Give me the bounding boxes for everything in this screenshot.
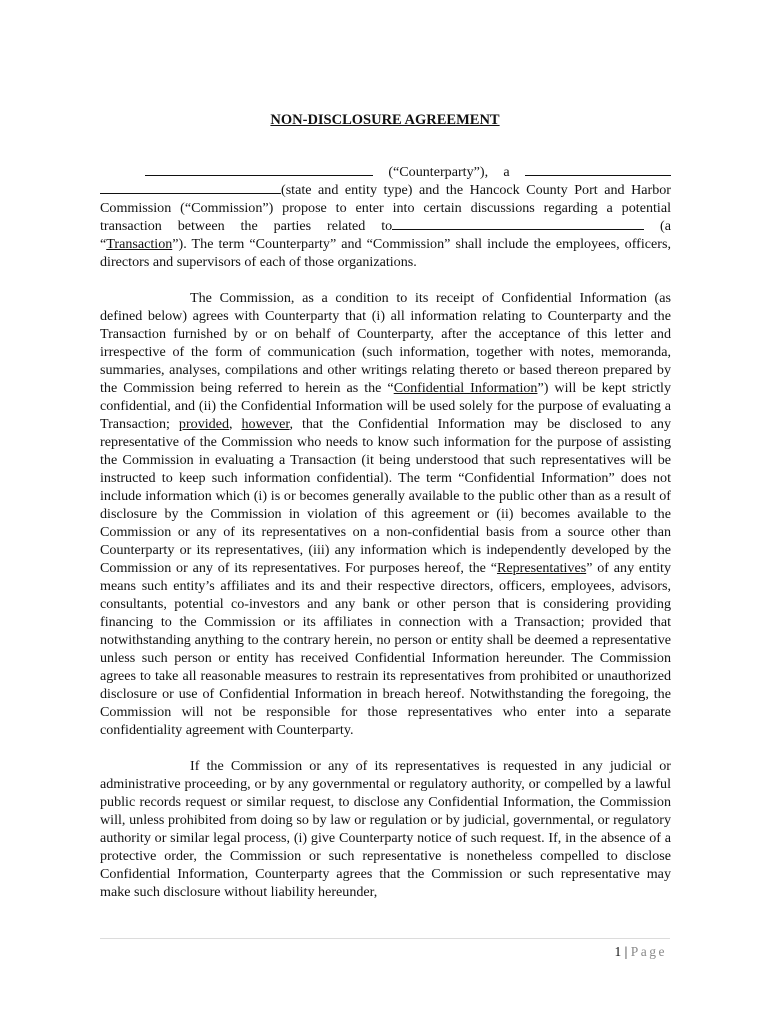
state-entity-blank[interactable] [100,181,281,194]
paragraph-compelled-disclosure: If the Commission or any of its representatives is requested in any judicial or administrative proceeding, or by any governmental or regulatory authority, or compelled by a lawful public records request or similar request, to disclose any Confidential Information, the Commission will, unless prohibited from doing so by law or regulation or by judicial, governmental, or regulatory authority or similar legal process, (i) give Counterparty notice of such request. If, in the absence of a protective order, the Commission or such representative is nonetheless compelled to disclose Confidential Information, Counterparty agrees that the Commission or such representative may make such disclosure without liability hereunder, [100,758,671,900]
confidential-information-term: Confidential Information [393,380,538,396]
paragraph-parties: (“Counterparty”), a (state and entity type) and the Hancock County Port and Harbor Commission (“Commission”) propose to enter into certain discussions regarding a potential transaction between the parties related to (a “Transaction”). The term “Counterparty” and “Commission” shall include the employees, officers, directors and supervisors of each of those organizations. [100,164,671,270]
footer-divider [100,938,670,939]
page-separator: | [621,944,631,959]
document-title: NON-DISCLOSURE AGREEMENT [270,112,500,128]
counterparty-name-blank[interactable] [145,163,373,176]
document-body [100,163,671,919]
representatives-term: Representatives [496,560,587,576]
transaction-subject-blank[interactable] [392,217,644,230]
transaction-defined-term: Transaction [106,236,173,252]
paragraph-confidentiality: The Commission, as a condition to its receipt of Confidential Information (as defined below) agrees with Counterparty that (i) all information relating to Counterparty and the Transaction furnished by or on behalf of Counterparty, after the acceptance of this letter and irrespective of the form of communication (such information, together with notes, memoranda, summaries, analyses, compilations and other writings relating thereto or based thereon prepared by the Commission being referred to herein as the “Confidential Information”) will be kept strictly confidential, and (ii) the Confidential Information will be used solely for the purpose of evaluating a Transaction; provided, however, that the Confidential Information may be disclosed to any representative of the Commission who needs to know such information for the purpose of assisting the Commission in evaluating a Transaction (it being understood that such representatives will be instructed to keep such information confidential). The term “Confidential Information” does not include information which (i) is or becomes generally available to the public other than as a result of disclosure by the Commission in violation of this agreement or (ii) becomes available to the Commission or any of its representatives on a non-confidential basis from a source other than Counterparty or its representatives, (iii) any information which is independently developed by the Commission or any of its representatives. For purposes hereof, the “Representatives” of any entity means such entity’s affiliates and its and their respective directors, officers, employees, advisors, consultants, potential co-investors and any bank or other person that is considering providing financing to the Commission or its affiliates in connection with a Transaction; provided that notwithstanding anything to the contrary herein, no person or entity shall be deemed a representative unless such person or entity has received Confidential Information hereunder. The Commission agrees to take all reasonable measures to restrain its representatives from prohibited or unauthorized disclosure or use of Confidential Information in breach hereof. Notwithstanding the foregoing, the Commission will not be responsible for those representatives who enter into a separate confidentiality agreement with Counterparty. [100,290,671,738]
provided-term: provided [178,416,230,432]
however-term: however [241,416,290,432]
counterparty-type-blank[interactable] [525,163,671,176]
page-footer [615,944,667,960]
page-number: 1 [614,944,622,959]
page-label: Page [630,944,667,959]
